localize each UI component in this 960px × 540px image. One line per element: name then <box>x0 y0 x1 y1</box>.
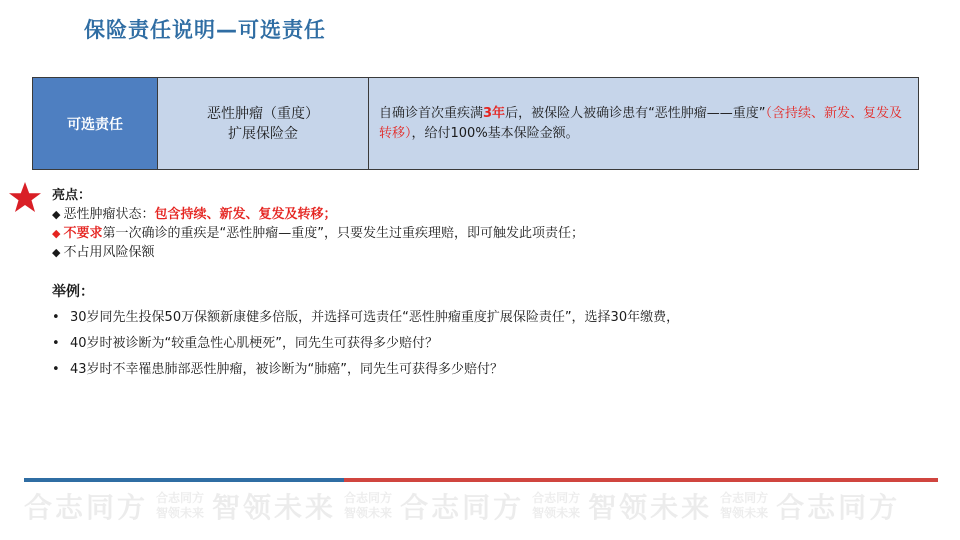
footer-watermark <box>24 483 936 529</box>
watermark-text: 合志同方 <box>776 491 901 524</box>
table-name-line2: 扩展保险金 <box>228 125 298 142</box>
table-header-cell: 可选责任 <box>33 78 158 169</box>
highlight-item <box>52 224 584 243</box>
example-heading: 举例： <box>52 284 94 300</box>
example-text: 43岁时不幸罹患肺部恶性肿瘤，被诊断为“肺癌”，同先生可获得多少赔付？ <box>70 362 504 377</box>
watermark-small <box>156 491 204 521</box>
example-text: 40岁时被诊断为“较重急性心肌梗死”，同先生可获得多少赔付？ <box>70 336 439 351</box>
highlight-text: 不占用风险保额 <box>63 245 155 260</box>
highlight-text: 恶性肿瘤状态： <box>63 207 155 222</box>
table-name-cell <box>158 78 369 169</box>
table-description-text <box>379 104 904 144</box>
watermark-text: 合志同方 <box>532 491 581 505</box>
watermark-small <box>720 491 768 521</box>
list-item <box>52 357 679 383</box>
page-title: 保险责任说明—可选责任 <box>84 18 326 42</box>
footer-divider-red <box>344 478 938 482</box>
watermark-small <box>344 491 392 521</box>
highlight-item <box>52 205 584 224</box>
dot-bullet-icon: • <box>52 336 60 351</box>
watermark-text: 智领未来 <box>344 506 393 520</box>
highlights-section <box>52 186 584 262</box>
list-item <box>52 331 679 357</box>
diamond-bullet-icon: ◆ <box>52 246 61 259</box>
watermark-text: 智领未来 <box>720 506 769 520</box>
watermark-text: 合志同方 <box>400 491 525 524</box>
diamond-bullet-icon: ◆ <box>52 227 61 240</box>
watermark-small <box>532 491 580 521</box>
diamond-bullet-icon: ◆ <box>52 208 61 221</box>
dot-bullet-icon: • <box>52 362 60 377</box>
desc-highlight-conditions: （含持续、新发、复发及转移） <box>379 105 903 141</box>
watermark-text: 合志同方 <box>720 491 769 505</box>
table-description-cell <box>369 78 918 169</box>
watermark-text: 合志同方 <box>156 491 205 505</box>
watermark-text: 智领未来 <box>532 506 581 520</box>
watermark-text: 智领未来 <box>588 491 713 524</box>
desc-highlight-years: 3年 <box>483 105 506 121</box>
watermark-text: 合志同方 <box>344 491 393 505</box>
highlight-emphasis: 包含持续、新发、复发及转移； <box>154 207 337 222</box>
list-item <box>52 305 679 331</box>
watermark-text: 智领未来 <box>212 491 337 524</box>
footer-divider-blue <box>24 478 344 482</box>
highlight-emphasis: 不要求 <box>63 226 103 241</box>
optional-liability-table <box>32 77 919 170</box>
desc-part5: ，给付100%基本保险金额。 <box>411 125 579 141</box>
example-text: 30岁同先生投保50万保额新康健多倍版，并选择可选责任“恶性肿瘤重度扩展保险责任”，选择30年缴费， <box>70 310 680 325</box>
watermark-text: 智领未来 <box>156 506 205 520</box>
highlights-heading: 亮点： <box>52 188 92 203</box>
watermark-text: 合志同方 <box>24 491 149 524</box>
dot-bullet-icon: • <box>52 310 60 325</box>
highlight-item <box>52 243 584 262</box>
desc-part1: 自确诊首次重疾满 <box>379 105 484 121</box>
table-name-line1: 恶性肿瘤（重度） <box>207 105 319 122</box>
example-list <box>52 305 679 383</box>
highlight-text: 第一次确诊的重疾是“恶性肿瘤—重度”，只要发生过重疾理赔，即可触发此项责任； <box>102 226 584 241</box>
red-star-icon <box>8 181 42 215</box>
desc-part3: 后，被保险人被确诊患有“恶性肿瘤——重度” <box>505 105 766 121</box>
